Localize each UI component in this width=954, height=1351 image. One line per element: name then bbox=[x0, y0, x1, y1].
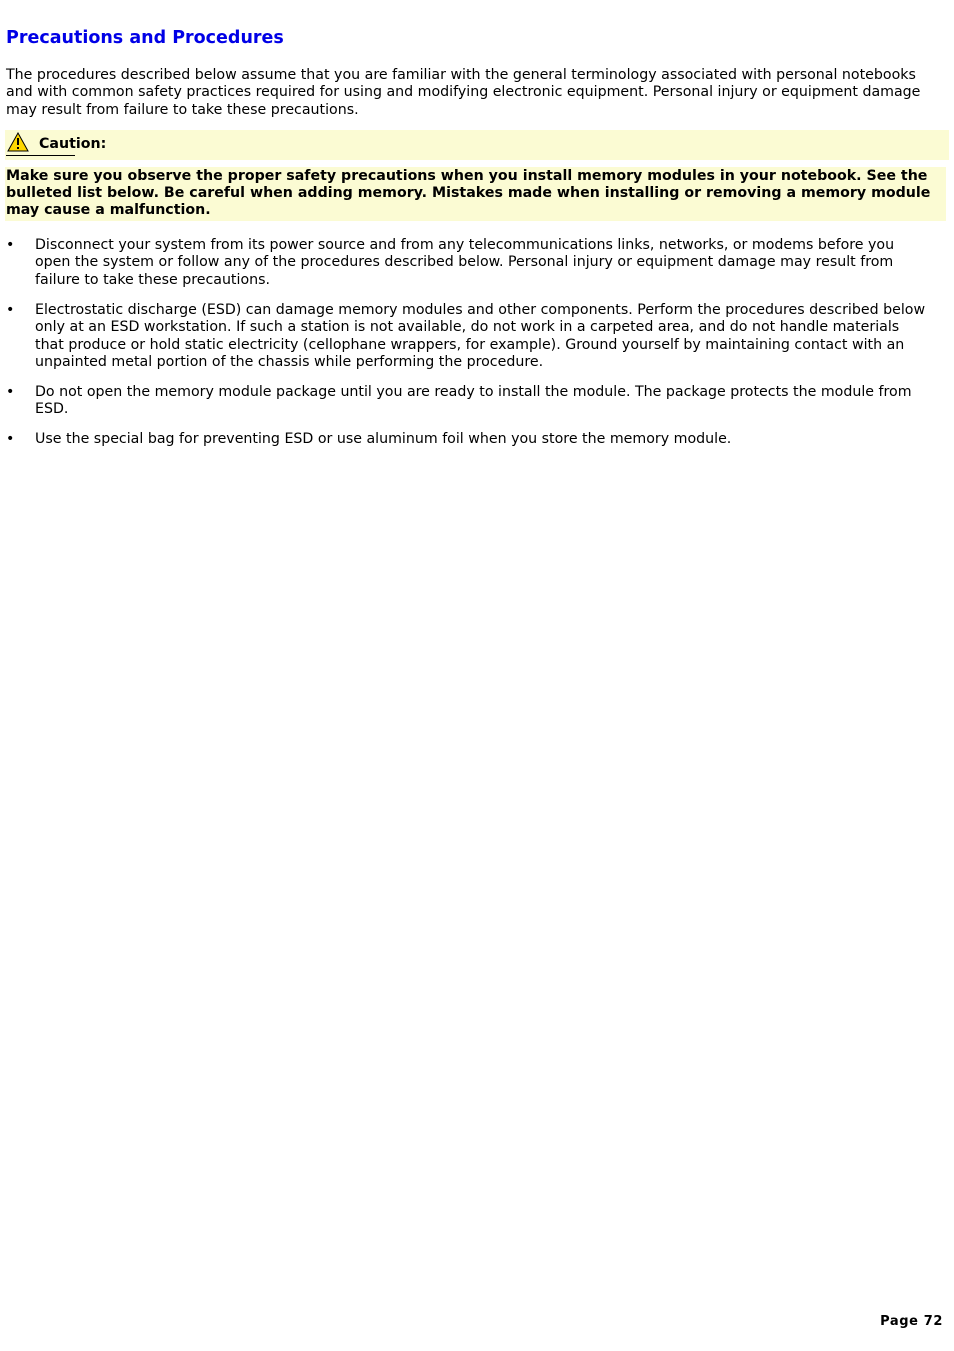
precautions-list bbox=[0, 237, 930, 461]
list-item-text: Use the special bag for preventing ESD or use aluminum foil when you store the memory module. bbox=[35, 431, 732, 448]
list-item-text: Disconnect your system from its power source and from any telecommunications links, networks, or modems before you open the system or follow any of the procedures described below. Personal injury or equipment damage may result from failure to take these precautions. bbox=[35, 237, 895, 288]
list-item-text: Electrostatic discharge (ESD) can damage memory modules and other components. Perform the procedures described below only at an ESD workstation. If such a station is not available, do not work in a carpeted area, and do not handle materials that produce or hold static electricity (cellophane wrappers, for example). Ground yourself by maintaining contact with an unpainted metal portion of the chassis while performing the procedure. bbox=[35, 301, 926, 371]
bullet-marker: • bbox=[6, 237, 15, 253]
intro-paragraph: The procedures described below assume that you are familiar with the general terminology associated with personal notebooks and with common safety practices required for using and modifying electronic equipment. Personal injury or equipment damage may result from failure to take these precautions. bbox=[6, 67, 921, 118]
page-title: Precautions and Procedures bbox=[6, 28, 284, 48]
list-item bbox=[0, 302, 930, 372]
list-item bbox=[0, 384, 930, 419]
bullet-marker: • bbox=[6, 301, 15, 318]
bullet-marker: • bbox=[6, 384, 15, 401]
list-item bbox=[0, 237, 930, 289]
bullet-marker: • bbox=[6, 431, 15, 448]
caution-label: Caution: bbox=[39, 136, 107, 152]
caution-header bbox=[5, 130, 949, 160]
caution-underline bbox=[6, 155, 75, 156]
page-number: Page 72 bbox=[880, 1314, 943, 1329]
list-item bbox=[0, 431, 930, 448]
caution-text: Make sure you observe the proper safety precautions when you install memory modules in your notebook. See the bulleted list below. Be careful when adding memory. Mistakes made when installing or removing a memory module may cause a malfunction. bbox=[5, 167, 946, 221]
list-item-text: Do not open the memory module package until you are ready to install the module. The package protects the module from ESD. bbox=[35, 384, 912, 418]
warning-triangle-icon bbox=[7, 132, 29, 152]
